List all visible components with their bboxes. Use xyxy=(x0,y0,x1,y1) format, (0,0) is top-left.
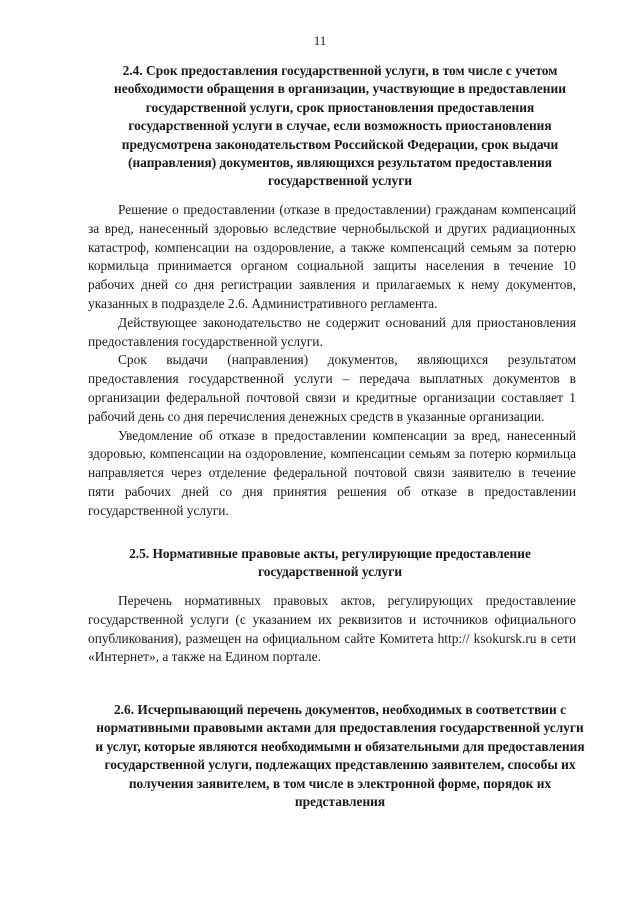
paragraph: Решение о предоставлении (отказе в предоставлении) гражданам компенсаций за вред, нанесенный здоровью вследствие чернобыльской и других радиационных катастроф, компенсации на оздоровление, а также компенсаций семьям за потерю кормильца принимается органом социальной защиты населения в течение 10 рабочих дней со дня регистрации заявления и прилагаемых к нему документов, указанных в подразделе 2.6. Административного регламента. xyxy=(88,202,576,311)
section-2-4-heading: 2.4. Срок предоставления государственной услуги, в том числе с учетом необходимости обращения в организации, участвующие в предоставлении государственной услуги, срок приостановления предоставления государственной услуги в случае, если возможность приостановления предусмотрена законодательством Российской Федерации, срок выдачи (направления) документов, являющихся результатом предоставления государственной услуги xyxy=(114,63,566,189)
paragraph: Действующее законодательство не содержит оснований для приостановления предоставления государственной услуги. xyxy=(88,314,576,349)
paragraph: Срок выдачи (направления) документов, являющихся результатом предоставления государственной услуги – передача выплатных документов в организации федеральной почтовой связи и кредитные организации составляет 1 рабочий день со дня перечисления денежных средств в указанные организации. xyxy=(88,352,576,424)
paragraph: Перечень нормативных правовых актов, регулирующих предоставление государственной услуги (с указанием их реквизитов и источников официального опубликования), размещен на официальном сайте Комитета http:// ksokursk.ru в сети «Интернет», а также на Едином портале. xyxy=(88,593,576,665)
section-2-4-body xyxy=(88,201,576,521)
section-2-6-heading: 2.6. Исчерпывающий перечень документов, необходимых в соответствии с нормативными правовыми актами для предоставления государственной услуги и услуг, которые являются необходимыми и обязательными для предоставления государственной услуги, подлежащих представлению заявителем, способы их получения заявителем, в том числе в электронной форме, порядок их представления xyxy=(95,702,585,810)
section-2-5-heading: 2.5. Нормативные правовые акты, регулирующие предоставление государственной услуги xyxy=(129,546,531,580)
section-2-5-body xyxy=(88,592,576,667)
paragraph: Уведомление об отказе в предоставлении компенсации за вред, нанесенный здоровью, компенсации на оздоровление, компенсации семьям за потерю кормильца направляется через отделение федеральной почтовой связи заявителю в течение пяти рабочих дней со дня принятия решения об отказе в предоставлении государственной услуги. xyxy=(88,427,576,518)
page-number: 11 xyxy=(313,33,327,48)
